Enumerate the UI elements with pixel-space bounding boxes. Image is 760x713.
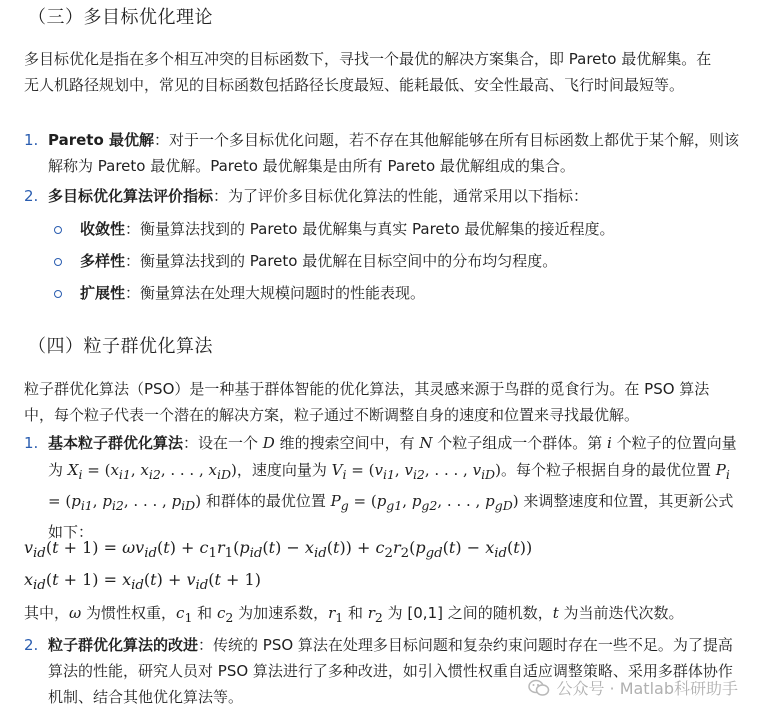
scalability-text: ：衡量算法在处理大规模问题时的性能表现。 <box>125 284 426 302</box>
list-item-basic-pso <box>24 430 744 546</box>
diversity-text: ：衡量算法找到的 Pareto 最优解在目标空间中的分布均匀程度。 <box>125 252 558 270</box>
list-number: 1. <box>24 434 39 452</box>
velocity-update-equation: $v_{id}(t + 1) = \omega v_{id}(t) + c_1r_1(p_{id}(t) - x_{id}(t)) + c_2r_2(p_{gd}(t) - x_{id}(t))$ <box>24 538 533 562</box>
math-t: t <box>552 604 559 622</box>
math-c2: $c_2$ <box>216 604 234 625</box>
watermark-text: 公众号 · Matlab科研助手 <box>556 679 738 698</box>
math-personal-best: $P_i = (p_{i1}$, $p_{i2}$, . . . , $p_{iD}$) <box>48 461 730 513</box>
text-run: ：设在一个 <box>183 434 263 452</box>
math-velocity-vector: $V_i = (v_{i1}$, $v_{i2}$, . . . , $v_{iD}$) <box>331 461 501 482</box>
bullet-icon <box>54 226 62 234</box>
list-item-metrics <box>24 183 744 209</box>
text-run: 和群体的最优位置 <box>201 492 331 510</box>
term-metrics: 多目标优化算法评价指标 <box>48 187 214 205</box>
list-item-pareto <box>24 127 744 179</box>
math-D: D <box>262 434 275 452</box>
pso-improvement-text: ：传统的 PSO 算法在处理多目标问题和复杂约束问题时存在一些不足。为了提高算法的性能，研究人员对 PSO 算法进行了多种改进，如引入惯性权重自适应调整策略、采用多群体协作机制、结合其他优化算法等。 <box>48 636 733 706</box>
math-omega: ω <box>69 604 82 622</box>
term-pso-improvement: 粒子群优化算法的改进 <box>48 636 199 654</box>
term-diversity: 多样性 <box>80 252 126 270</box>
text-run: 为加速系数， <box>233 604 329 622</box>
math-c1: $c_1$ <box>176 604 193 625</box>
list-number: 2. <box>24 636 39 654</box>
term-convergence: 收敛性 <box>80 220 126 238</box>
section3-heading: （三）多目标优化理论 <box>28 7 213 28</box>
text-run: ，速度向量为 <box>236 461 332 479</box>
section3-intro: 多目标优化是指在多个相互冲突的目标函数下，寻找一个最优的解决方案集合，即 Pareto 最优解集。在无人机路径规划中，常见的目标函数包括路径长度最短、能耗最低、安全性最高、飞行时间最短等。 <box>24 50 712 94</box>
position-update-equation: $x_{id}(t + 1) = x_{id}(t) + v_{id}(t + 1)$ <box>24 570 261 594</box>
sub-item-diversity <box>24 248 760 274</box>
math-r1: $r_1$ <box>328 604 344 625</box>
section4-intro: 粒子群优化算法（PSO）是一种基于群体智能的优化算法，其灵感来源于鸟群的觅食行为。在 PSO 算法中，每个粒子代表一个潜在的解决方案，粒子通过不断调整自身的速度和位置来寻找最优解。 <box>24 380 710 424</box>
math-global-best: $P_g = (p_{g1}$, $p_{g2}$, . . . , $p_{gD}$) <box>330 492 519 513</box>
term-basic-pso: 基本粒子群优化算法 <box>48 434 184 452</box>
text-run: 为当前迭代次数。 <box>558 604 684 622</box>
text-run: 和 <box>343 604 368 622</box>
text-run: 为惯性权重， <box>81 604 177 622</box>
watermark <box>528 676 738 699</box>
list-number: 2. <box>24 187 39 205</box>
metrics-text: ：为了评价多目标优化算法的性能，通常采用以下指标： <box>213 187 589 205</box>
list-number: 1. <box>24 131 39 149</box>
text-run: 为 [0,1] 之间的随机数， <box>382 604 553 622</box>
term-pareto: Pareto 最优解 <box>48 131 154 149</box>
bullet-icon <box>54 290 62 298</box>
text-run: 来调整速度和位置，其更新公式如下： <box>48 492 734 541</box>
sub-item-convergence <box>24 216 760 242</box>
text-run: 个粒子的位置向量为 <box>48 434 737 479</box>
math-position-vector: $X_i = (x_{i1}$, $x_{i2}$, . . . , $x_{iD}$) <box>67 461 237 482</box>
convergence-text: ：衡量算法找到的 Pareto 最优解集与真实 Pareto 最优解集的接近程度。 <box>125 220 615 238</box>
sub-item-scalability <box>24 280 760 306</box>
bullet-icon <box>54 258 62 266</box>
text-run: 和 <box>192 604 217 622</box>
parameter-explanation <box>24 600 744 631</box>
text-run: 个粒子组成一个群体。第 <box>432 434 608 452</box>
text-run: 其中， <box>24 604 70 622</box>
wechat-icon <box>528 679 550 697</box>
math-N: N <box>419 434 433 452</box>
math-r2: $r_2$ <box>367 604 383 625</box>
text-run: 维的搜索空间中，有 <box>274 434 420 452</box>
text-run: 。每个粒子根据自身的最优位置 <box>500 461 716 479</box>
term-scalability: 扩展性 <box>80 284 126 302</box>
pareto-definition: ：对于一个多目标优化问题，若不存在其他解能够在所有目标函数上都优于某个解，则该解称为 Pareto 最优解。Pareto 最优解集是由所有 Pareto 最优解组成的集合。 <box>48 131 739 175</box>
section4-heading: （四）粒子群优化算法 <box>28 336 213 357</box>
math-i: i <box>607 434 612 452</box>
